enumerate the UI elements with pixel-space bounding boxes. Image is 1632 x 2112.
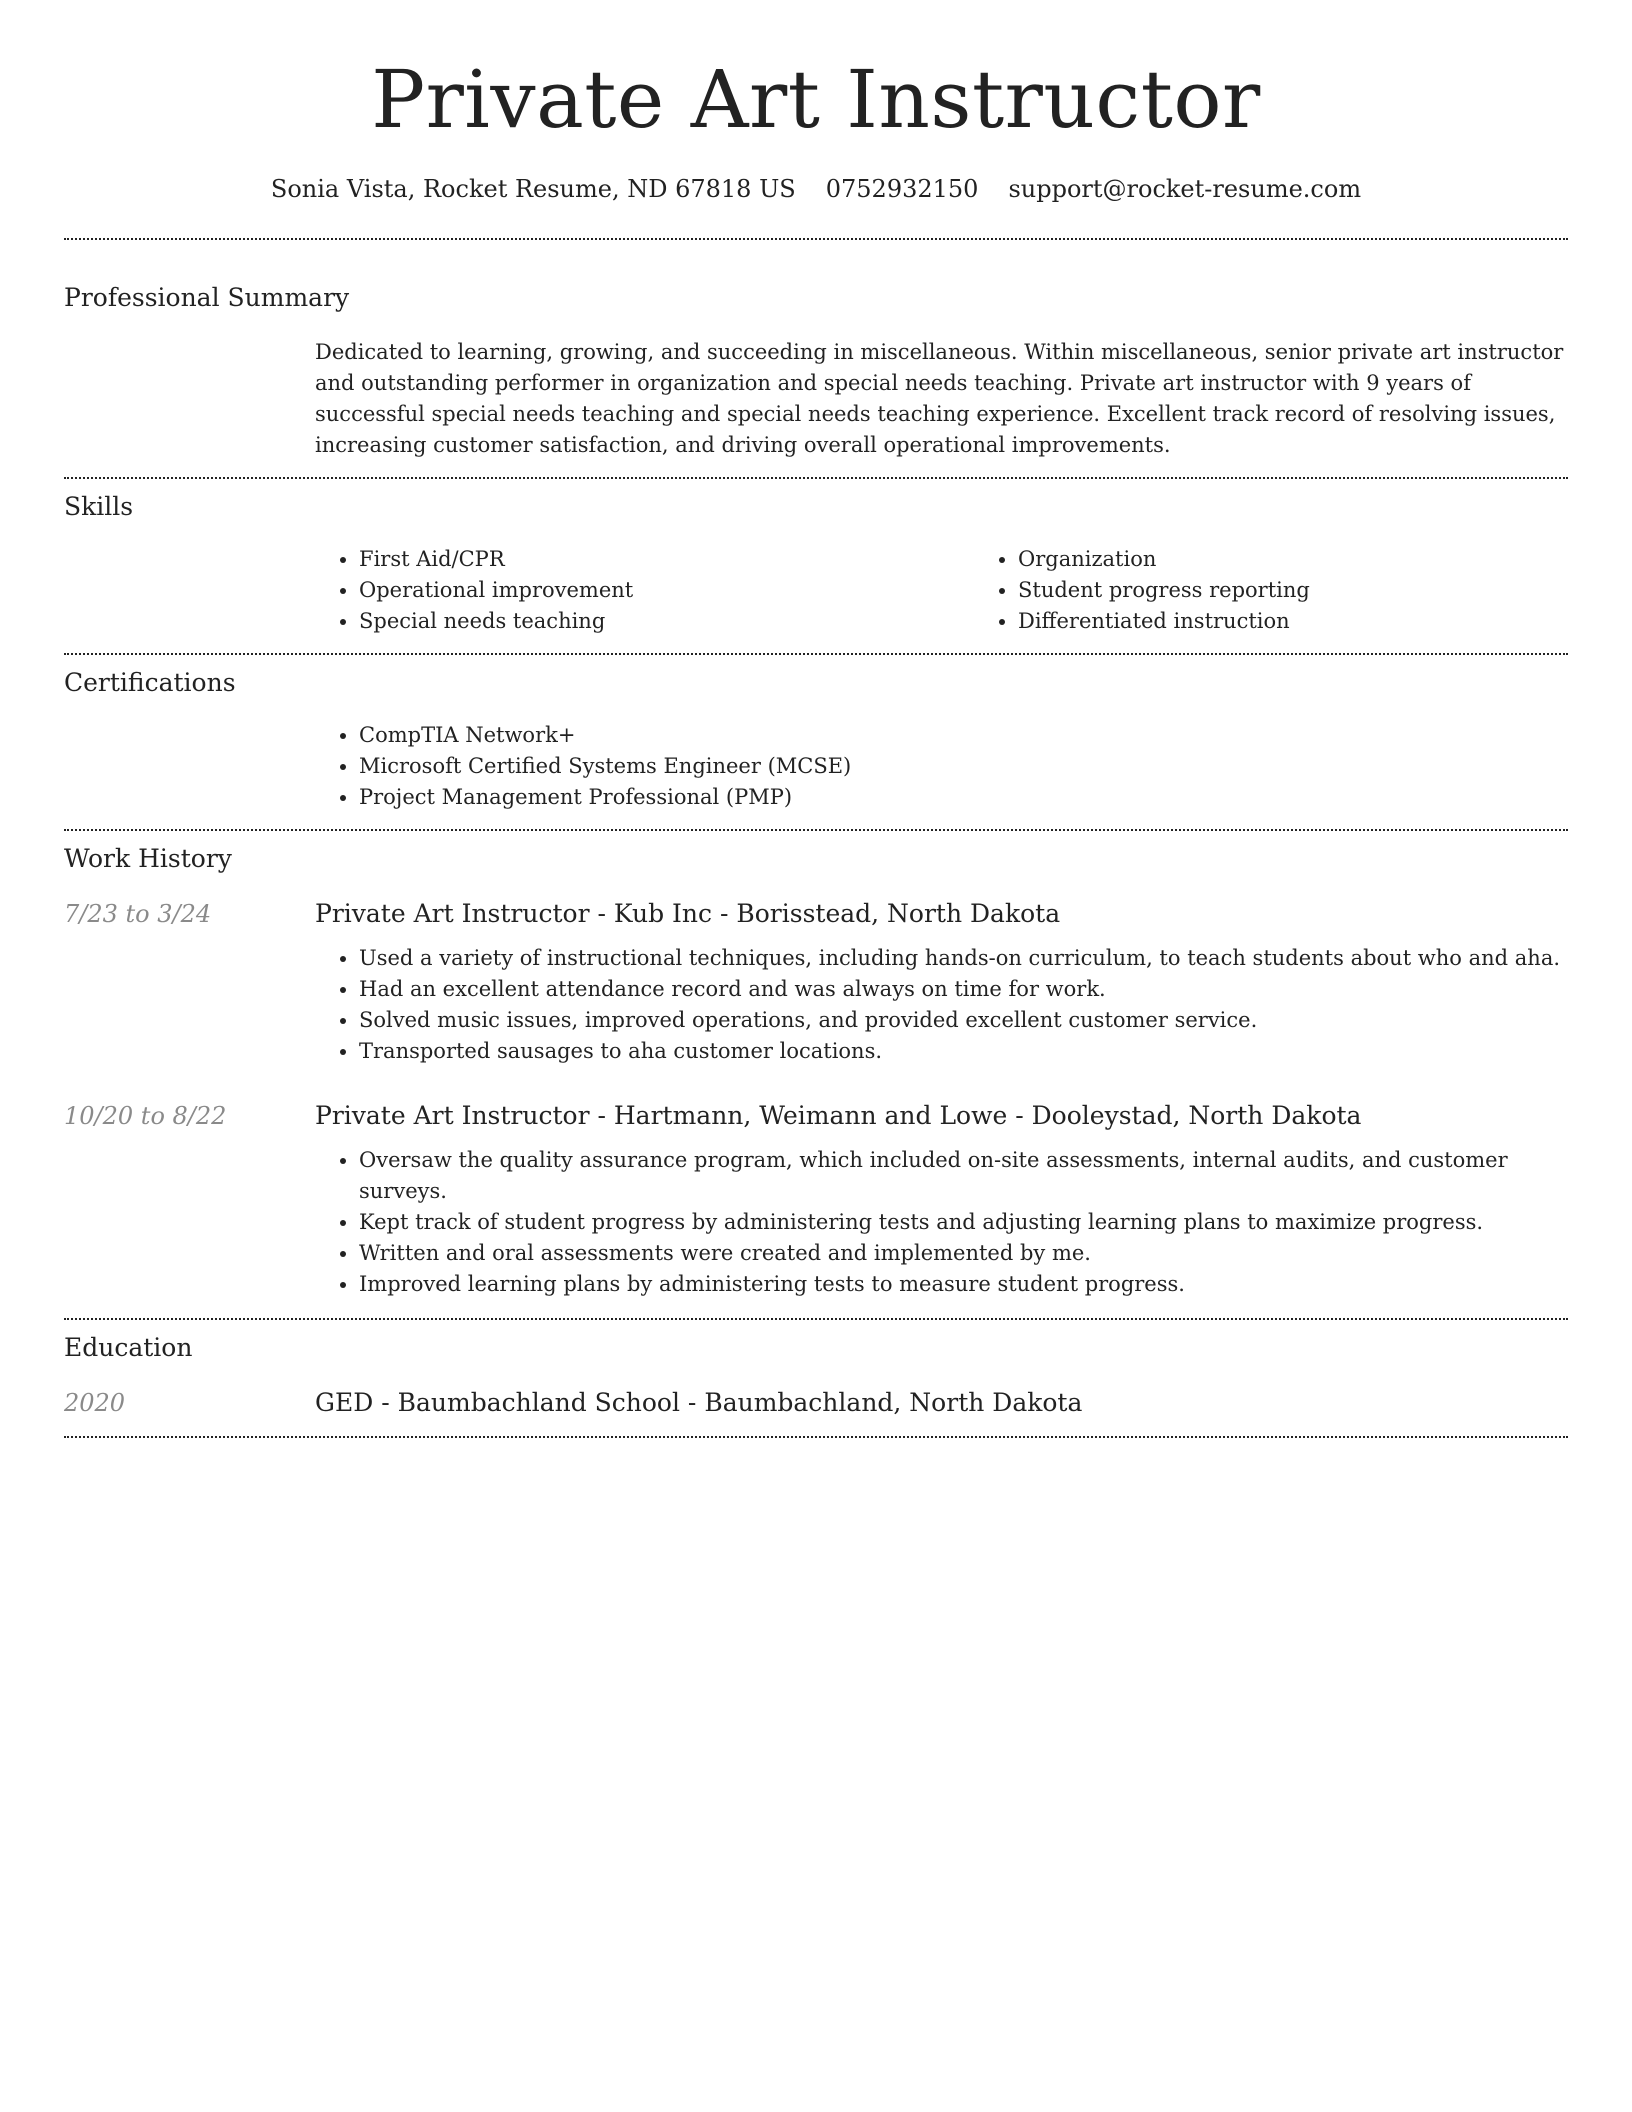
certifications-heading: Certifications	[64, 668, 236, 697]
certifications-list	[315, 720, 1568, 813]
job-heading: Private Art Instructor - Hartmann, Weimann and Lowe - Dooleystad, North Dakota	[315, 1101, 1362, 1130]
skill-item: • First Aid/CPR	[359, 544, 974, 575]
section-divider	[64, 477, 1568, 479]
job-heading: Private Art Instructor - Kub Inc - Borisstead, North Dakota	[315, 899, 1061, 928]
education-heading: Education	[64, 1333, 193, 1362]
job-bullet: • Improved learning plans by administering tests to measure student progress.	[359, 1269, 1568, 1300]
certification-item: • Project Management Professional (PMP)	[359, 782, 1568, 813]
contact-address: Sonia Vista, Rocket Resume, ND 67818 US	[270, 175, 796, 203]
education-year: 2020	[64, 1389, 126, 1417]
job-bullet: • Solved music issues, improved operations, and provided excellent customer service.	[359, 1005, 1568, 1036]
job-entry	[64, 897, 1568, 1067]
skills-heading: Skills	[64, 492, 134, 521]
skill-item: • Student progress reporting	[1018, 575, 1632, 606]
skill-item: • Organization	[1018, 544, 1632, 575]
section-divider	[64, 829, 1568, 831]
summary-heading: Professional Summary	[64, 283, 350, 312]
certifications-section	[64, 699, 1568, 829]
resume-title: Private Art Instructor	[371, 53, 1261, 146]
job-bullet: • Used a variety of instructional techniques, including hands-on curriculum, to teach students about who and aha.	[359, 943, 1568, 974]
skill-item: • Special needs teaching	[359, 606, 974, 637]
skill-item: • Differentiated instruction	[1018, 606, 1632, 637]
contact-email: support@rocket-resume.com	[1008, 175, 1362, 203]
contact-phone: 0752932150	[825, 175, 979, 203]
contact-line	[64, 172, 1568, 206]
work-history-heading: Work History	[64, 844, 232, 873]
job-bullet: • Transported sausages to aha customer locations.	[359, 1036, 1568, 1067]
skills-section	[64, 523, 1568, 653]
job-entry	[64, 1099, 1568, 1318]
section-divider	[64, 653, 1568, 655]
job-dates: 10/20 to 8/22	[64, 1102, 227, 1130]
job-bullets	[315, 1145, 1568, 1300]
certification-item: • Microsoft Certified Systems Engineer (MCSE)	[359, 751, 1568, 782]
education-heading-line: GED - Baumbachland School - Baumbachland, North Dakota	[315, 1388, 1083, 1417]
skills-list-left	[315, 544, 974, 637]
job-bullet: • Written and oral assessments were created and implemented by me.	[359, 1238, 1568, 1269]
job-dates: 7/23 to 3/24	[64, 900, 212, 928]
job-bullets	[315, 943, 1568, 1067]
certification-item: • CompTIA Network+	[359, 720, 1568, 751]
summary-section	[64, 314, 1568, 477]
education-entry	[64, 1386, 1568, 1420]
section-divider	[64, 1436, 1568, 1438]
job-bullet: • Kept track of student progress by administering tests and adjusting learning plans to maximize progress.	[359, 1207, 1568, 1238]
summary-text: Dedicated to learning, growing, and succeeding in miscellaneous. Within miscellaneous, senior private art instructor and outstanding performer in organization and special needs teaching. Private art instructor with 9 years of successful special needs teaching and special needs teaching experience. Excellent track record of resolving issues, increasing customer satisfaction, and driving overall operational improvements.	[315, 340, 1564, 457]
job-bullet: • Had an excellent attendance record and was always on time for work.	[359, 974, 1568, 1005]
skills-list-right	[974, 544, 1632, 637]
skill-item: • Operational improvement	[359, 575, 974, 606]
job-bullet: • Oversaw the quality assurance program, which included on-site assessments, internal audits, and customer surveys.	[359, 1145, 1568, 1207]
header-divider	[64, 238, 1568, 240]
section-divider	[64, 1318, 1568, 1320]
